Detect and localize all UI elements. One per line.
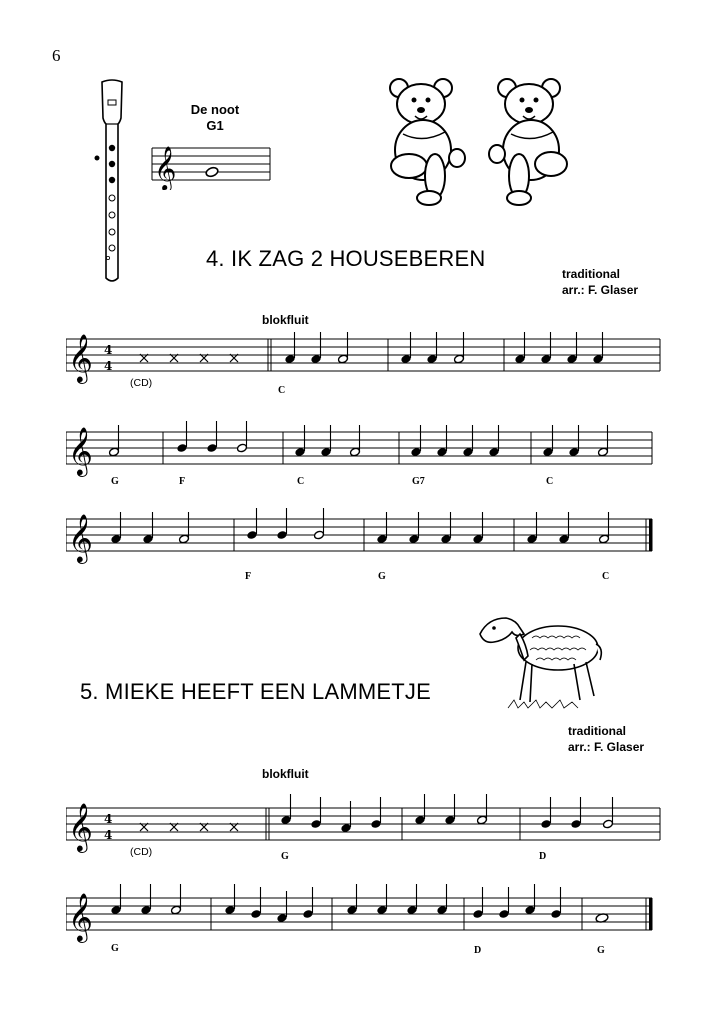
chord-symbol: C <box>278 385 286 396</box>
note-label <box>170 102 260 134</box>
chord-symbol: G <box>597 945 605 956</box>
chord-symbol: G <box>111 943 119 954</box>
treble-clef-icon: 𝄞 <box>68 892 93 941</box>
treble-clef-icon: 𝄞 <box>68 426 93 475</box>
treble-clef-icon: 𝄞 <box>68 333 93 382</box>
dancing-bears-illustration <box>383 72 583 212</box>
credit-arranger: arr.: F. Glaser <box>562 283 639 297</box>
cd-marker: (CD) <box>130 377 153 389</box>
treble-clef-icon: 𝄞 <box>68 513 93 562</box>
music-staff <box>66 325 662 385</box>
chord-symbol: F <box>245 571 252 582</box>
song-credit <box>562 266 638 298</box>
page-number: 6 <box>52 46 61 65</box>
chord-symbol: G <box>281 851 289 862</box>
chord-symbol: C <box>602 571 610 582</box>
credit-origin: traditional <box>568 724 627 738</box>
svg-text:4: 4 <box>104 343 113 357</box>
chord-symbol: F <box>179 476 186 487</box>
recorder-fingering-icon <box>92 78 132 290</box>
chord-symbol: G <box>378 571 386 582</box>
chord-symbol: C <box>297 476 305 487</box>
note-label-title: De noot <box>190 102 240 117</box>
song-title: 4. IK ZAG 2 HOUSEBEREN <box>206 246 486 271</box>
song-credit <box>568 723 644 755</box>
music-staff <box>66 884 662 944</box>
chord-symbol: D <box>539 851 547 862</box>
instrument-label: blokfluit <box>262 313 309 327</box>
instrument-label: blokfluit <box>262 767 309 781</box>
chord-symbol: D <box>474 945 482 956</box>
music-staff <box>66 794 662 854</box>
cd-marker: (CD) <box>130 846 153 858</box>
treble-clef-icon: 𝄞 <box>154 146 177 190</box>
song-title: 5. MIEKE HEEFT EEN LAMMETJE <box>80 679 431 704</box>
svg-text:4: 4 <box>104 812 113 826</box>
music-staff <box>66 418 662 478</box>
chord-symbol: G7 <box>412 476 425 487</box>
treble-clef-icon: 𝄞 <box>68 802 93 851</box>
credit-arranger: arr.: F. Glaser <box>568 740 645 754</box>
svg-text:4: 4 <box>104 828 113 842</box>
note-label-name: G1 <box>206 118 224 133</box>
svg-text:4: 4 <box>104 359 113 373</box>
credit-origin: traditional <box>562 267 621 281</box>
chord-symbol: G <box>111 476 119 487</box>
music-staff <box>66 505 662 565</box>
lamb-illustration <box>476 604 608 716</box>
chord-symbol: C <box>546 476 554 487</box>
g1-note-staff <box>150 140 272 190</box>
